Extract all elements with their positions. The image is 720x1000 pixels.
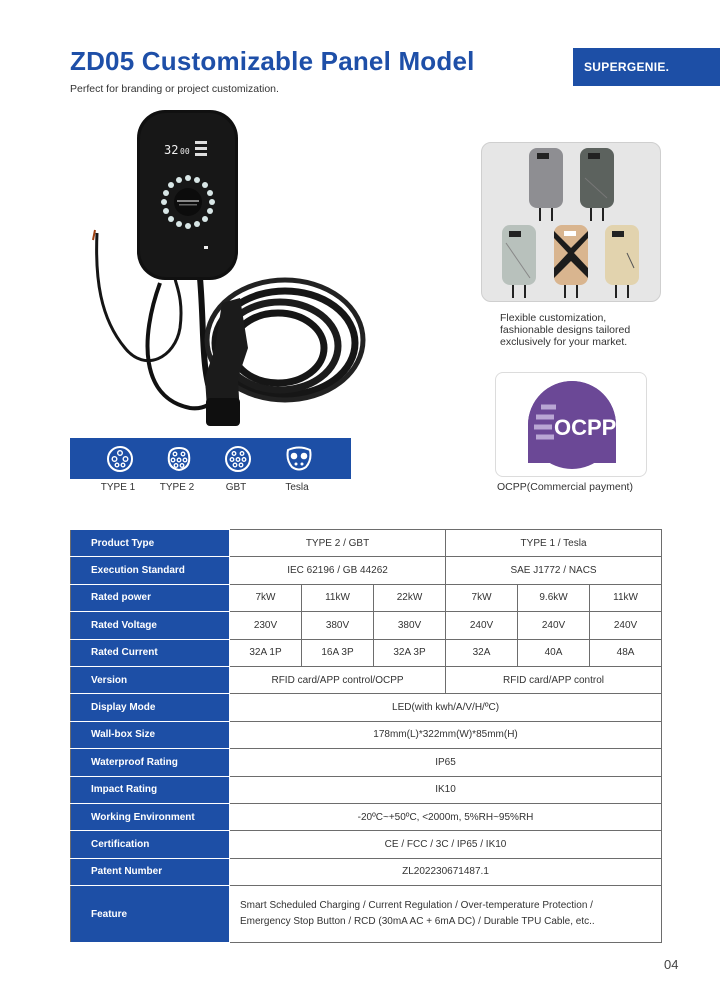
- feature-line: Smart Scheduled Charging / Current Regulation / Over-temperature Protection /: [240, 900, 593, 912]
- connector-types-bar: [70, 438, 351, 479]
- feature-line: Emergency Stop Button / RCD (30mA AC + 6mA DC) / Durable TPU Cable, etc..: [240, 916, 595, 928]
- table-cell: 40A: [518, 639, 590, 666]
- table-cell: 230V: [230, 612, 302, 639]
- connector-label-tesla: Tesla: [285, 482, 309, 493]
- table-row: [71, 694, 662, 721]
- table-cell: 240V: [590, 612, 662, 639]
- table-cell: IP65: [230, 749, 662, 776]
- connector-label-type2: TYPE 2: [159, 482, 195, 493]
- table-row: [71, 776, 662, 803]
- svg-text:OCPP: OCPP: [554, 415, 617, 440]
- table-cell: TYPE 2 / GBT: [230, 530, 446, 557]
- table-cell: IK10: [230, 776, 662, 803]
- ocpp-caption: OCPP(Commercial payment): [497, 481, 633, 493]
- table-row: [71, 803, 662, 830]
- page-number: 04: [664, 957, 679, 972]
- ocpp-logo: [496, 373, 648, 478]
- table-row: [71, 749, 662, 776]
- row-label: Waterproof Rating: [71, 749, 230, 776]
- charger-product-image: [80, 108, 370, 438]
- table-row: [71, 557, 662, 584]
- table-cell: 240V: [518, 612, 590, 639]
- spec-table: [70, 529, 662, 943]
- row-label: Wall-box Size: [71, 721, 230, 748]
- table-row: [71, 530, 662, 557]
- table-cell: 240V: [446, 612, 518, 639]
- table-cell: 11kW: [302, 584, 374, 611]
- gbt-connector-icon: [213, 438, 263, 479]
- table-cell: LED(with kwh/A/V/H/ºC): [230, 694, 662, 721]
- page-subtitle: Perfect for branding or project customization.: [70, 83, 279, 95]
- table-cell: SAE J1772 / NACS: [446, 557, 662, 584]
- table-cell: 48A: [590, 639, 662, 666]
- type1-connector-icon: [95, 438, 145, 479]
- table-cell: 380V: [374, 612, 446, 639]
- table-row: [71, 886, 662, 943]
- table-cell: 16A 3P: [302, 639, 374, 666]
- table-row: [71, 666, 662, 693]
- table-cell: RFID card/APP control: [446, 666, 662, 693]
- row-label: Patent Number: [71, 858, 230, 885]
- table-cell: 7kW: [446, 584, 518, 611]
- feature-cell: [230, 886, 662, 943]
- customization-caption: Flexible customization, fashionable designs tailored exclusively for your market.: [500, 312, 631, 348]
- row-label: Feature: [71, 886, 230, 943]
- charger-display-value: 32: [164, 143, 179, 157]
- row-label: Execution Standard: [71, 557, 230, 584]
- row-label: Rated power: [71, 584, 230, 611]
- table-cell: 32A 1P: [230, 639, 302, 666]
- table-row: [71, 639, 662, 666]
- table-row: [71, 858, 662, 885]
- tesla-connector-icon: [274, 438, 324, 479]
- page-title: ZD05 Customizable Panel Model: [70, 46, 475, 76]
- table-cell: 22kW: [374, 584, 446, 611]
- ocpp-logo-box: [495, 372, 647, 477]
- connector-label-type1: TYPE 1: [100, 482, 136, 493]
- table-row: [71, 584, 662, 611]
- table-cell: 178mm(L)*322mm(W)*85mm(H): [230, 721, 662, 748]
- table-cell: 32A 3P: [374, 639, 446, 666]
- table-cell: IEC 62196 / GB 44262: [230, 557, 446, 584]
- table-cell: 9.6kW: [518, 584, 590, 611]
- color-variants-image: [481, 142, 661, 302]
- table-cell: ZL202230671487.1: [230, 858, 662, 885]
- connector-label-gbt: GBT: [225, 482, 247, 493]
- row-label: Impact Rating: [71, 776, 230, 803]
- table-row: [71, 612, 662, 639]
- table-cell: -20ºC~+50ºC, <2000m, 5%RH~95%RH: [230, 803, 662, 830]
- row-label: Product Type: [71, 530, 230, 557]
- type2-connector-icon: [154, 438, 204, 479]
- table-cell: 32A: [446, 639, 518, 666]
- row-label: Rated Current: [71, 639, 230, 666]
- row-label: Version: [71, 666, 230, 693]
- row-label: Display Mode: [71, 694, 230, 721]
- table-cell: 7kW: [230, 584, 302, 611]
- row-label: Rated Voltage: [71, 612, 230, 639]
- table-row: [71, 721, 662, 748]
- table-cell: 380V: [302, 612, 374, 639]
- table-cell: 11kW: [590, 584, 662, 611]
- table-cell: TYPE 1 / Tesla: [446, 530, 662, 557]
- row-label: Certification: [71, 831, 230, 858]
- table-cell: CE / FCC / 3C / IP65 / IK10: [230, 831, 662, 858]
- row-label: Working Environment: [71, 803, 230, 830]
- brand-logo: SUPERGENIE.: [573, 48, 720, 86]
- charger-display-sub: 00: [180, 147, 190, 156]
- table-row: [71, 831, 662, 858]
- table-cell: RFID card/APP control/OCPP: [230, 666, 446, 693]
